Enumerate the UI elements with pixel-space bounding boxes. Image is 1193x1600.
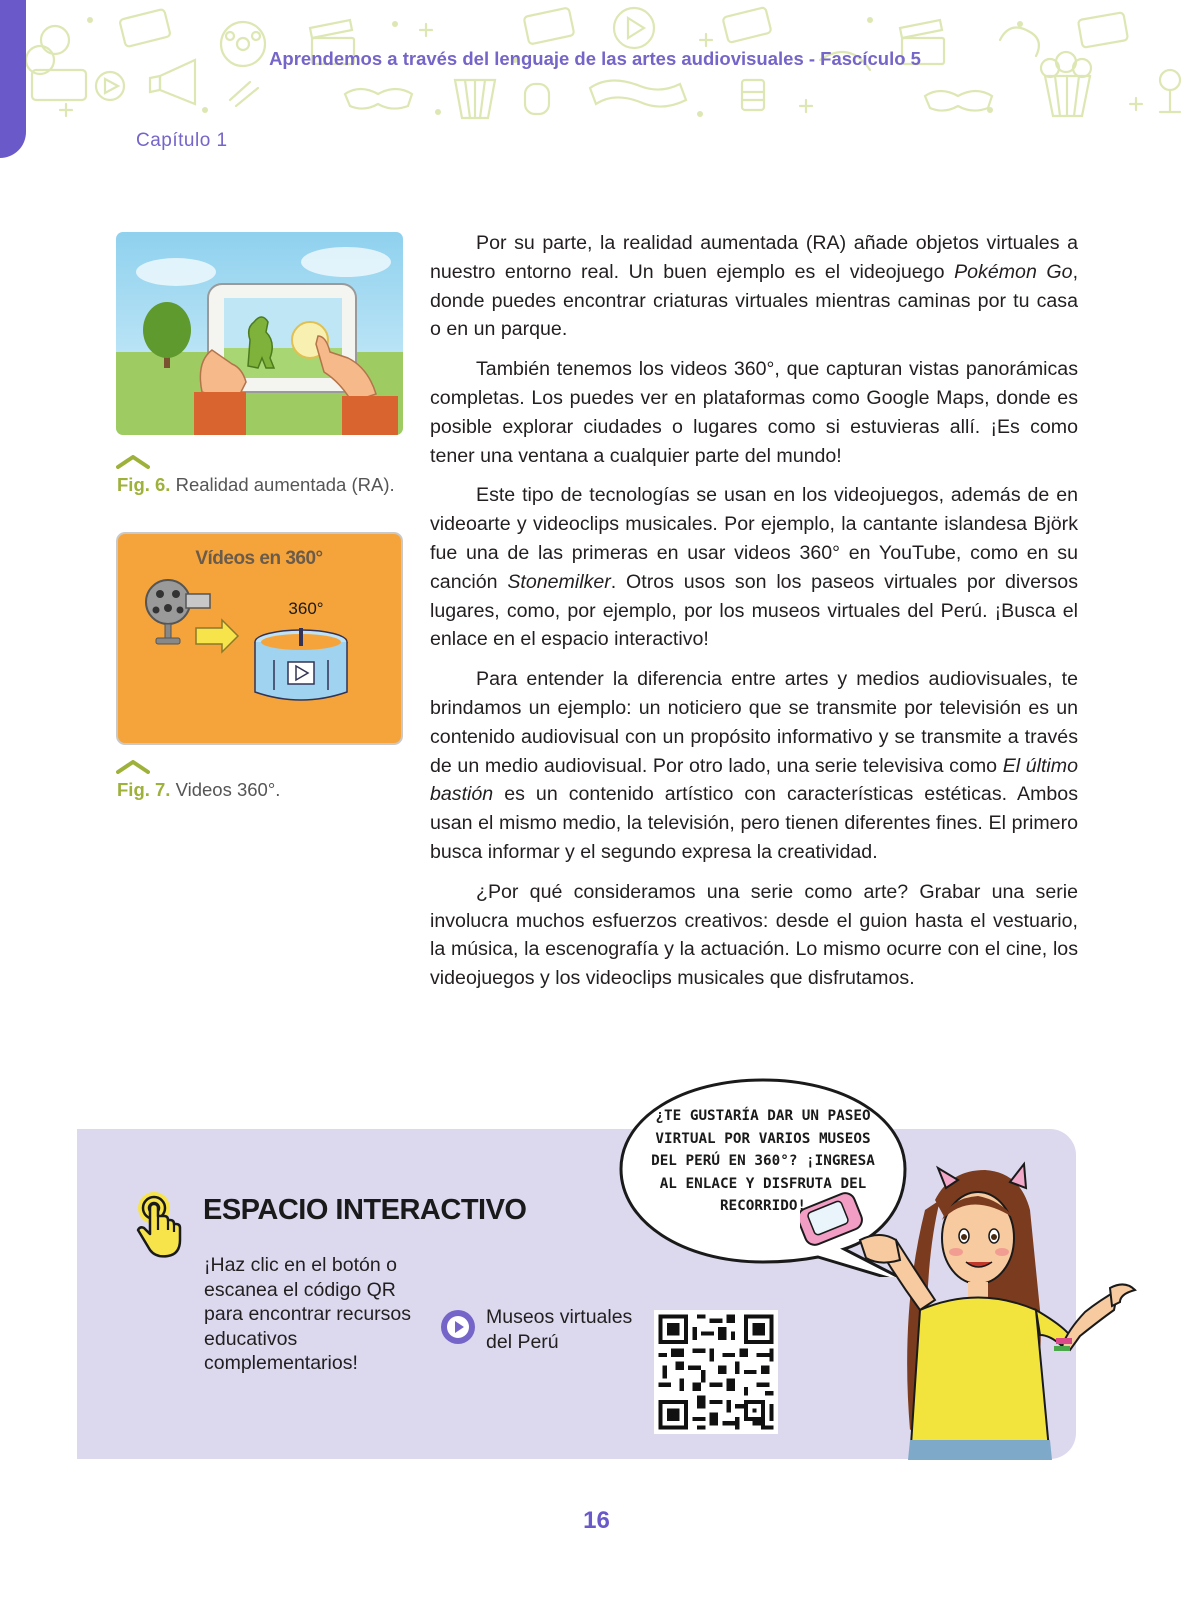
interactive-space-description: ¡Haz clic en el botón o escanea el código QR para encontrar recursos educativos complementarios! [204,1254,412,1375]
virtual-museums-link[interactable]: Museos virtuales del Perú [486,1306,633,1353]
title-el-ultimo-bastion: El último bastión [430,754,1078,806]
chevron-up-icon [116,760,150,774]
figure-6-number: Fig. 6. [117,474,171,495]
paragraph-uses: Este tipo de tecnologías se usan en los videojuegos, además de en videoarte y videoclips musicales. Por ejemplo, la cantante islandesa Björk fue una de las primeras en usar videos 360° en YouTube, como en su canción Stonemilker. Otros usos son los paseos virtuales por diversos lugares, como, por ejemplo, por los museos virtuales del Perú. ¡Busca el enlace en el espacio interactivo! [430,484,1078,651]
paragraph-augmented-reality: Por su parte, la realidad aumentada (RA) añade objetos virtuales a nuestro entorno real. Un buen ejemplo es el videojuego Pokémon Go, donde puedes encontrar criaturas virtuales mientras caminas por tu casa o en un parque. [430,232,1079,341]
paragraph-series-as-art: ¿Por qué consideramos una serie como arte? Grabar una serie involucra muchos esfuerzos creativos: desde el guion hasta el vestuario, la música, la escenografía y la actuación. Lo mismo ocurre con el cine, los videojuegos y los videoclips musicales que disfrutamos. [430,880,1078,990]
interactive-space-title: ESPACIO INTERACTIVO [203,1194,527,1226]
title-pokemon-go: Pokémon Go [954,260,1073,283]
chapter-label: Capítulo 1 [136,130,228,151]
figure-6-text: Realidad aumentada (RA). [170,474,395,495]
figure-6-caption [117,474,395,496]
paragraph-arts-vs-media: Para entender la diferencia entre artes y medios audiovisuales, te brindamos un ejemplo: un noticiero que se transmite por televisión es un contenido audiovisual con un propósito informativo y se transmite a través de un medio audiovisual. Por otro lado, una serie televisiva como El último bastión es un contenido artístico con características estéticas. Ambos usan el mismo medio, la televisión, pero tienen diferentes fines. El primero busca informar y el segundo expresa la creatividad. [430,668,1078,863]
pointing-hand-icon [128,1190,188,1262]
chevron-up-icon [116,455,150,469]
body-text [430,229,1078,1004]
speech-bubble-text: ¿TE GUSTARÍA DAR UN PASEO VIRTUAL POR VARIOS MUSEOS DEL PERÚ EN 360°? ¡INGRESA AL ENLACE Y DISFRUTA DEL RECORRIDO! [651,1108,875,1214]
figure-7-caption [117,779,280,801]
play-button-icon[interactable] [440,1309,476,1345]
figure-7-number: Fig. 7. [117,779,171,800]
fascicle-title: Aprendemos a través del lenguaje de las artes audiovisuales - Fascículo 5 [269,48,921,69]
paragraph-360-videos: También tenemos los videos 360°, que capturan vistas panorámicas completas. Los puedes ver en plataformas como Google Maps, donde es posible explorar ciudades o lugares como si estuvieras allí. ¡Es como tener una ventana a cualquier parte del mundo! [430,358,1078,467]
title-stonemilker: Stonemilker [507,570,611,593]
video-360-title: Vídeos en 360° [195,548,323,569]
page-number: 16 [583,1507,610,1534]
video-360-illustration [116,532,403,745]
side-tab-marker [0,0,26,158]
video-360-degree-label: 360° [288,599,324,618]
augmented-reality-illustration [116,232,403,435]
figure-7-text: Videos 360°. [170,779,281,800]
girl-character-illustration [800,1160,1140,1460]
qr-code[interactable] [654,1310,778,1434]
